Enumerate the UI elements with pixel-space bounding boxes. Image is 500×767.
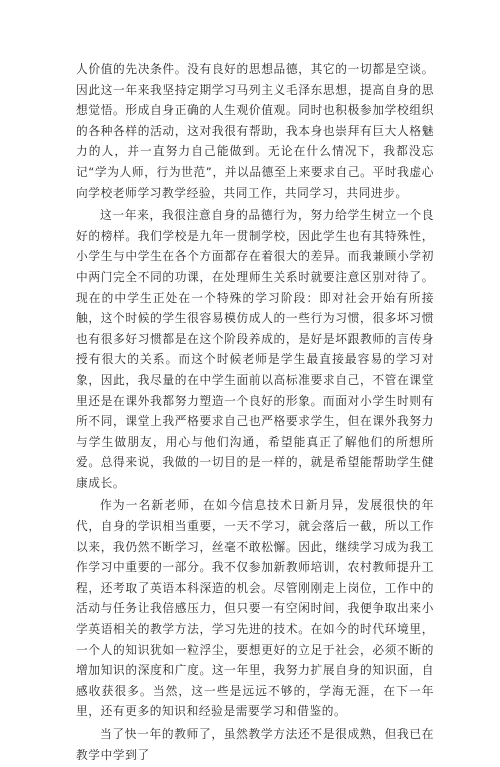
document-body	[76, 59, 434, 767]
paragraph-1: 人价值的先决条件。没有良好的思想品德，其它的一切都是空谈。因此这一年来我坚持定期学习马列主义毛泽东思想，提高自身的思想觉悟。形成自身正确的人生观价值观。同时也积极参加学校组织的各种各样的活动，这对我很有帮助，我本身也崇拜有巨大人格魅力的人，并一直努力自己能做到。无论在什么情况下，我都没忘记“学为人师，行为世范”，并以品德至上来要求自己。平时我虚心向学校老师学习教学经验，共同工作，共同学习，共同进步。	[76, 62, 434, 200]
paragraph-4: 当了快一年的教师了，虽然教学方法还不是很成熟，但我已在教学中学到了	[76, 727, 434, 762]
paragraph-3: 作为一名新老师，在如今信息技术日新月异，发展很快的年代，自身的学识相当重要，一天不学习，就会落后一截，所以工作以来，我仍然不断学习，丝毫不敢松懈。因此，继续学习成为我工作学习中重要的一部分。我不仅参加新教师培训，农村教师提升工程，还考取了英语本科深造的机会。尽管刚刚走上岗位，工作中的活动与任务让我倍感压力，但只要一有空闲时间，我便争取出来小学英语相关的教学方法，学习先进的技术。在如今的时代环境里，一个人的知识犹如一粒浮尘，要想更好的立足于社会，必须不断的增加知识的深度和广度。这一年里，我努力扩展自身的知识面，自感收获很多。当然，这一些是远远不够的，学海无涯，在下一年里，还有更多的知识和经验是需要学习和借鉴的。	[76, 498, 434, 719]
paragraph-2: 这一年来，我很注意自身的品德行为，努力给学生树立一个良好的榜样。我们学校是九年一贯制学校，因此学生也有其特殊性，小学生与中学生在各个方面都存在着很大的差异。而我兼顾小学初中两门完全不同的功课，在处理师生关系时就要注意区别对待了。现在的中学生正处在一个特殊的学习阶段：即对社会开始有所接触，这个时候的学生很容易模仿成人的一些行为习惯，很多坏习惯也有很多好习惯都是在这个阶段养成的，是好是坏跟教师的言传身授有很大的关系。而这个时候老师是学生最直接最容易的学习对象，因此，我尽量的在中学生面前以高标准要求自己，不管在课堂里还是在课外我都努力塑造一个良好的形象。而面对小学生时则有所不同，课堂上我严格要求自己也严格要求学生，但在课外我努力与学生做朋友，用心与他们沟通，希望能真正了解他们的所想所爱。总得来说，我做的一切目的是一样的，就是希望能帮助学生健康成长。	[76, 208, 434, 490]
